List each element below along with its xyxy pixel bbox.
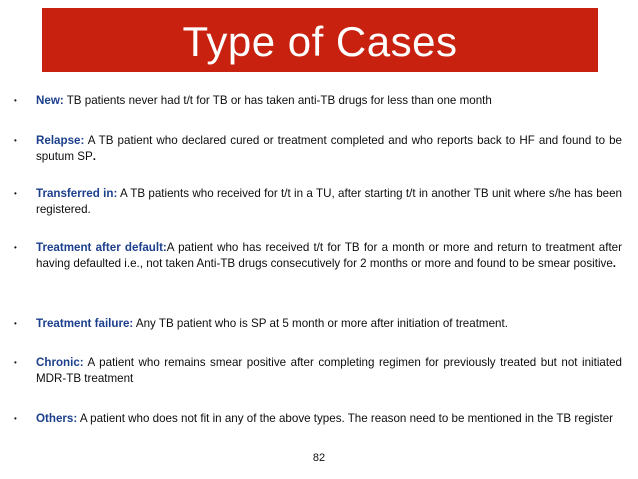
list-item-treatment-failure bbox=[14, 316, 622, 332]
list-item-body bbox=[36, 133, 622, 165]
bullet-icon: • bbox=[14, 243, 17, 252]
bullet-icon: • bbox=[14, 319, 17, 328]
case-term: Others: bbox=[36, 412, 78, 425]
case-term: Chronic: bbox=[36, 356, 84, 369]
list-item-relapse bbox=[14, 133, 622, 165]
bullet-icon: • bbox=[14, 414, 17, 423]
case-description: Any TB patient who is SP at 5 month or more after initiation of treatment. bbox=[133, 317, 508, 330]
list-item-new bbox=[14, 93, 622, 109]
case-description-end: . bbox=[92, 150, 96, 163]
case-description: A TB patient who declared cured or treatment completed and who reports back to HF and found to be sputum SP bbox=[36, 134, 622, 163]
list-item-body bbox=[36, 355, 622, 387]
case-description: A patient who has received t/t for TB for a month or more and return to treatment after having defaulted i.e., not taken Anti-TB drugs consecutively for 2 months or more and found to be smear positive bbox=[36, 241, 622, 270]
list-item-body bbox=[36, 411, 622, 427]
list-item-body bbox=[36, 93, 622, 109]
page-number: 82 bbox=[312, 452, 326, 464]
case-term: Relapse: bbox=[36, 134, 85, 147]
case-description-end: . bbox=[612, 257, 617, 270]
case-description: TB patients never had t/t for TB or has taken anti-TB drugs for less than one month bbox=[63, 94, 492, 107]
list-item-body bbox=[36, 186, 622, 218]
list-item-chronic bbox=[14, 355, 622, 387]
case-term: Treatment failure: bbox=[36, 317, 134, 330]
case-term: New: bbox=[36, 94, 64, 107]
bullet-icon: • bbox=[14, 136, 17, 145]
list-item-transferred-in bbox=[14, 186, 622, 218]
bullet-icon: • bbox=[14, 189, 17, 198]
list-item-body bbox=[36, 240, 622, 272]
case-term: Transferred in: bbox=[36, 187, 118, 200]
slide-title: Type of Cases bbox=[182, 18, 458, 65]
bullet-icon: • bbox=[14, 96, 17, 105]
case-description: A patient who does not fit in any of the above types. The reason need to be mentioned in the TB register bbox=[77, 412, 614, 425]
list-item-others bbox=[14, 411, 622, 427]
case-term: Treatment after default: bbox=[36, 241, 167, 254]
list-item-body bbox=[36, 316, 622, 332]
bullet-icon: • bbox=[14, 358, 17, 367]
case-description: A TB patients who received for t/t in a TU, after starting t/t in another TB unit where s/he has been registered. bbox=[36, 187, 622, 216]
case-description: A patient who remains smear positive after completing regimen for previously treated but not initiated MDR-TB treatment bbox=[36, 356, 622, 385]
list-item-treatment-after-default bbox=[14, 240, 622, 272]
